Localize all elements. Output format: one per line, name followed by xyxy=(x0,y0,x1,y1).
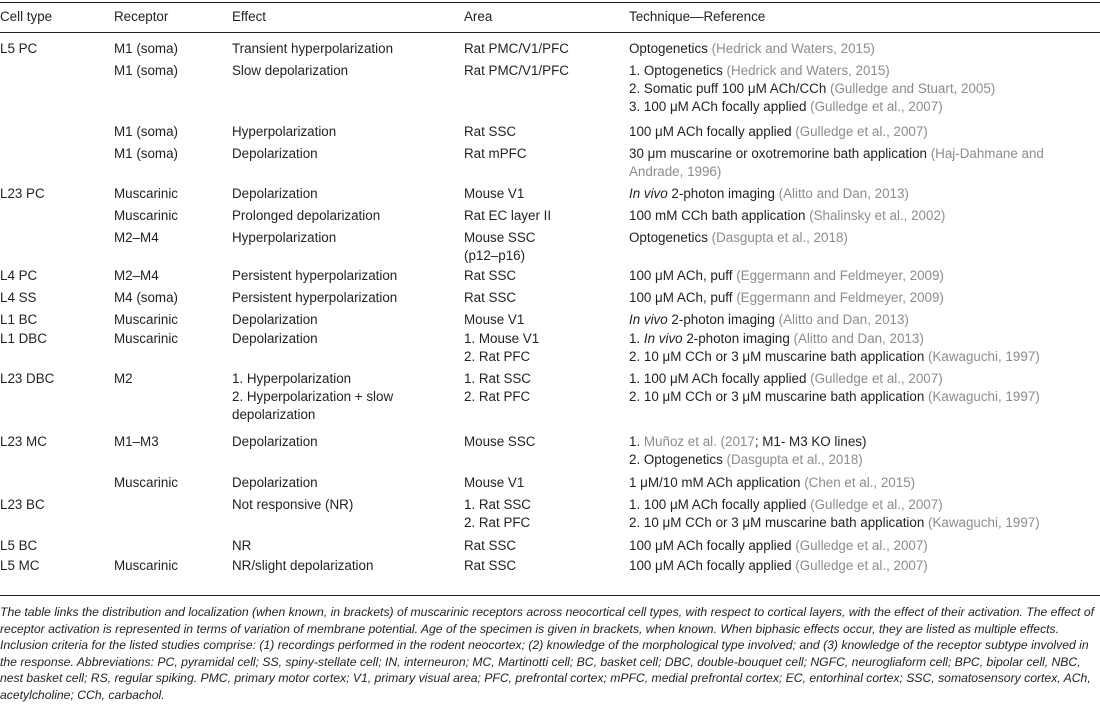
cell-eff: Depolarization xyxy=(232,331,318,346)
cell-rec: Muscarinic xyxy=(114,208,178,223)
reference-link[interactable]: (Eggermann and Feldmeyer, 2009) xyxy=(736,290,944,305)
reference-link[interactable]: (Gulledge et al., 2007) xyxy=(810,497,943,512)
reference-link[interactable]: (Gulledge et al., 2007) xyxy=(810,99,943,114)
technique-text: 100 μM ACh, puff xyxy=(629,268,737,283)
cell-cell: L23 PC xyxy=(0,186,45,201)
reference-link[interactable]: (Gulledge and Stuart, 2005) xyxy=(829,81,996,96)
technique-text: 2-photon imaging xyxy=(682,331,794,346)
reference-link[interactable]: (Alitto and Dan, 2013) xyxy=(793,331,924,346)
cell-cell: L5 MC xyxy=(0,558,40,573)
cell-cell: L23 BC xyxy=(0,497,45,512)
reference-link[interactable]: (Shalinsky et al., 2002) xyxy=(809,208,946,223)
cell-eff: 1. Hyperpolarization 2. Hyperpolarization + slow depolarization xyxy=(232,371,394,422)
reference-link[interactable]: (Gulledge et al., 2007) xyxy=(795,538,928,553)
cell-area: Rat PMC/V1/PFC xyxy=(464,63,569,78)
technique-text: 2. Optogenetics xyxy=(629,452,727,467)
technique-text: 1. 100 μM ACh focally applied xyxy=(629,497,811,512)
cell-area: Rat PMC/V1/PFC xyxy=(464,41,569,56)
technique-text: In vivo xyxy=(643,331,683,346)
reference-link[interactable]: (Gulledge et al., 2007) xyxy=(810,371,943,386)
cell-area: Mouse SSC (p12–p16) xyxy=(464,230,536,263)
cell-rec: Muscarinic xyxy=(114,186,178,201)
technique-text: 100 μM ACh, puff xyxy=(629,290,737,305)
cell-technique xyxy=(629,62,995,116)
technique-text: 100 μM ACh focally applied xyxy=(629,538,796,553)
reference-link[interactable]: (Alitto and Dan, 2013) xyxy=(778,312,909,327)
top-rule xyxy=(0,2,1100,3)
cell-rec: Muscarinic xyxy=(114,312,178,327)
cell-area: Rat SSC xyxy=(464,558,517,573)
cell-area: Rat SSC xyxy=(464,268,517,283)
reference-link[interactable]: (Hedrick and Waters, 2015) xyxy=(726,63,890,78)
cell-area: 1. Rat SSC 2. Rat PFC xyxy=(464,371,531,404)
cell-technique xyxy=(629,207,945,225)
cell-technique xyxy=(629,267,944,285)
technique-text: 2-photon imaging xyxy=(667,186,779,201)
reference-link[interactable]: (Hedrick and Waters, 2015) xyxy=(711,41,875,56)
cell-eff: Depolarization xyxy=(232,434,318,449)
technique-text: 1. xyxy=(629,331,644,346)
reference-link[interactable]: (Gulledge et al., 2007) xyxy=(795,558,928,573)
technique-text: 3. 100 μM ACh focally applied xyxy=(629,99,811,114)
cell-technique xyxy=(629,229,848,247)
cell-cell: L5 BC xyxy=(0,538,38,553)
cell-rec: M2–M4 xyxy=(114,230,159,245)
cell-area: Rat EC layer II xyxy=(464,208,552,223)
cell-area: Rat SSC xyxy=(464,290,517,305)
technique-text: 100 mM CCh bath application xyxy=(629,208,810,223)
cell-technique xyxy=(629,330,1040,366)
cell-eff: Depolarization xyxy=(232,475,318,490)
reference-link[interactable]: Muñoz et al. (2017 xyxy=(643,434,755,449)
bottom-rule xyxy=(0,595,1100,596)
reference-link[interactable]: (Dasgupta et al., 2018) xyxy=(726,452,863,467)
technique-text: 2. 10 μM CCh or 3 μM muscarine bath application xyxy=(629,349,929,364)
cell-cell: L1 BC xyxy=(0,312,38,327)
cell-rec: M2–M4 xyxy=(114,268,159,283)
cell-cell: L23 DBC xyxy=(0,371,55,386)
header-cell-type: Cell type xyxy=(0,9,53,24)
cell-rec: Muscarinic xyxy=(114,475,178,490)
header-receptor: Receptor xyxy=(114,9,169,24)
cell-eff: NR xyxy=(232,538,252,553)
technique-text: 2. 10 μM CCh or 3 μM muscarine bath application xyxy=(629,515,929,530)
cell-eff: Hyperpolarization xyxy=(232,230,337,245)
reference-link[interactable]: (Dasgupta et al., 2018) xyxy=(711,230,848,245)
cell-rec: M2 xyxy=(114,371,133,386)
technique-text: 1. xyxy=(629,434,644,449)
technique-text: In vivo xyxy=(629,312,668,327)
header-rule xyxy=(0,32,1100,33)
cell-technique xyxy=(629,537,928,555)
technique-text: 100 μM ACh focally applied xyxy=(629,124,796,139)
cell-eff: Slow depolarization xyxy=(232,63,349,78)
table-caption: The table links the distribution and localization (when known, in brackets) of muscarinic receptors across neocortical cell types, with respect to cortical layers, with the effect of their activation. The effect of receptor activation is represented in terms of variation of membrane potential. Age of the specimen is given in brackets, when known. When biphasic effects occur, they are listed as multiple effects. Inclusion criteria for the listed studies comprise: (1) recordings performed in the rodent neocortex; (2) knowledge of the morphological type involved; and (3) knowledge of the receptor subtype involved in the response. Abbreviations: PC, pyramidal cell; SS, spiny-stellate cell; IN, interneuron; MC, Martinotti cell; BC, basket cell; DBC, double-bouquet cell; NGFC, neurogliaform cell; BPC, bipolar cell, NBC, nest basket cell; RS, regular spiking. PMC, primary motor cortex; V1, primary visual area; PFC, prefrontal cortex; mPFC, medial prefrontal cortex; EC, entorhinal cortex; SSC, somatosensory cortex, ACh, acetylcholine; CCh, carbachol. xyxy=(0,605,1094,702)
cell-area: Rat SSC xyxy=(464,538,517,553)
cell-technique xyxy=(629,289,944,307)
cell-technique xyxy=(629,474,915,492)
cell-rec: M4 (soma) xyxy=(114,290,178,305)
cell-area: Mouse V1 xyxy=(464,475,525,490)
header-technique: Technique—Reference xyxy=(629,9,766,24)
cell-technique xyxy=(629,496,1040,532)
cell-cell: L23 MC xyxy=(0,434,47,449)
reference-link[interactable]: Andrade, 1996) xyxy=(629,164,722,179)
technique-text: In vivo xyxy=(629,186,668,201)
technique-text: Optogenetics xyxy=(629,41,712,56)
cell-area: 1. Rat SSC 2. Rat PFC xyxy=(464,497,531,530)
reference-link[interactable]: (Kawaguchi, 1997) xyxy=(928,515,1040,530)
technique-text: ; M1- M3 KO lines) xyxy=(754,434,867,449)
cell-rec: M1 (soma) xyxy=(114,124,178,139)
cell-area: Rat SSC xyxy=(464,124,517,139)
cell-eff: Depolarization xyxy=(232,186,318,201)
cell-rec: Muscarinic xyxy=(114,558,178,573)
cell-eff: Persistent hyperpolarization xyxy=(232,268,398,283)
cell-area: 1. Mouse V1 2. Rat PFC xyxy=(464,331,540,364)
cell-rec: M1 (soma) xyxy=(114,41,178,56)
cell-technique xyxy=(629,433,866,469)
cell-eff: NR/slight depolarization xyxy=(232,558,374,573)
header-effect: Effect xyxy=(232,9,266,24)
cell-area: Mouse V1 xyxy=(464,186,525,201)
technique-text: 100 μM ACh focally applied xyxy=(629,558,796,573)
cell-technique xyxy=(629,311,909,329)
technique-text: 2. Somatic puff 100 μM ACh/CCh xyxy=(629,81,830,96)
cell-technique xyxy=(629,370,1040,406)
cell-cell: L4 SS xyxy=(0,290,37,305)
cell-eff: Hyperpolarization xyxy=(232,124,337,139)
cell-area: Rat mPFC xyxy=(464,146,527,161)
reference-link[interactable]: (Alitto and Dan, 2013) xyxy=(778,186,909,201)
technique-text: 1 μM/10 mM ACh application xyxy=(629,475,805,490)
cell-eff: Depolarization xyxy=(232,312,318,327)
cell-technique xyxy=(629,145,1044,181)
cell-area: Mouse SSC xyxy=(464,434,536,449)
technique-text: 2-photon imaging xyxy=(667,312,779,327)
cell-cell: L4 PC xyxy=(0,268,38,283)
reference-link[interactable]: (Kawaguchi, 1997) xyxy=(928,349,1040,364)
reference-link[interactable]: (Gulledge et al., 2007) xyxy=(795,124,928,139)
cell-technique xyxy=(629,557,928,575)
reference-link[interactable]: (Eggermann and Feldmeyer, 2009) xyxy=(736,268,944,283)
cell-area: Mouse V1 xyxy=(464,312,525,327)
technique-text: 30 μm muscarine or oxotremorine bath application xyxy=(629,146,931,161)
cell-eff: Depolarization xyxy=(232,146,318,161)
reference-link[interactable]: (Haj-Dahmane and xyxy=(930,146,1044,161)
cell-rec: M1 (soma) xyxy=(114,146,178,161)
technique-text: 1. 100 μM ACh focally applied xyxy=(629,371,811,386)
reference-link[interactable]: (Chen et al., 2015) xyxy=(804,475,916,490)
cell-rec: Muscarinic xyxy=(114,331,178,346)
cell-cell: L5 PC xyxy=(0,41,38,56)
header-area: Area xyxy=(464,9,493,24)
technique-text: Optogenetics xyxy=(629,230,712,245)
cell-rec: M1–M3 xyxy=(114,434,159,449)
cell-eff: Not responsive (NR) xyxy=(232,497,354,512)
cell-eff: Transient hyperpolarization xyxy=(232,41,394,56)
cell-eff: Prolonged depolarization xyxy=(232,208,381,223)
cell-eff: Persistent hyperpolarization xyxy=(232,290,398,305)
cell-technique xyxy=(629,40,875,58)
cell-technique xyxy=(629,123,928,141)
technique-text: 1. Optogenetics xyxy=(629,63,727,78)
cell-rec: M1 (soma) xyxy=(114,63,178,78)
reference-link[interactable]: (Kawaguchi, 1997) xyxy=(928,389,1040,404)
cell-cell: L1 DBC xyxy=(0,331,47,346)
technique-text: 2. 10 μM CCh or 3 μM muscarine bath application xyxy=(629,389,929,404)
cell-technique xyxy=(629,185,909,203)
